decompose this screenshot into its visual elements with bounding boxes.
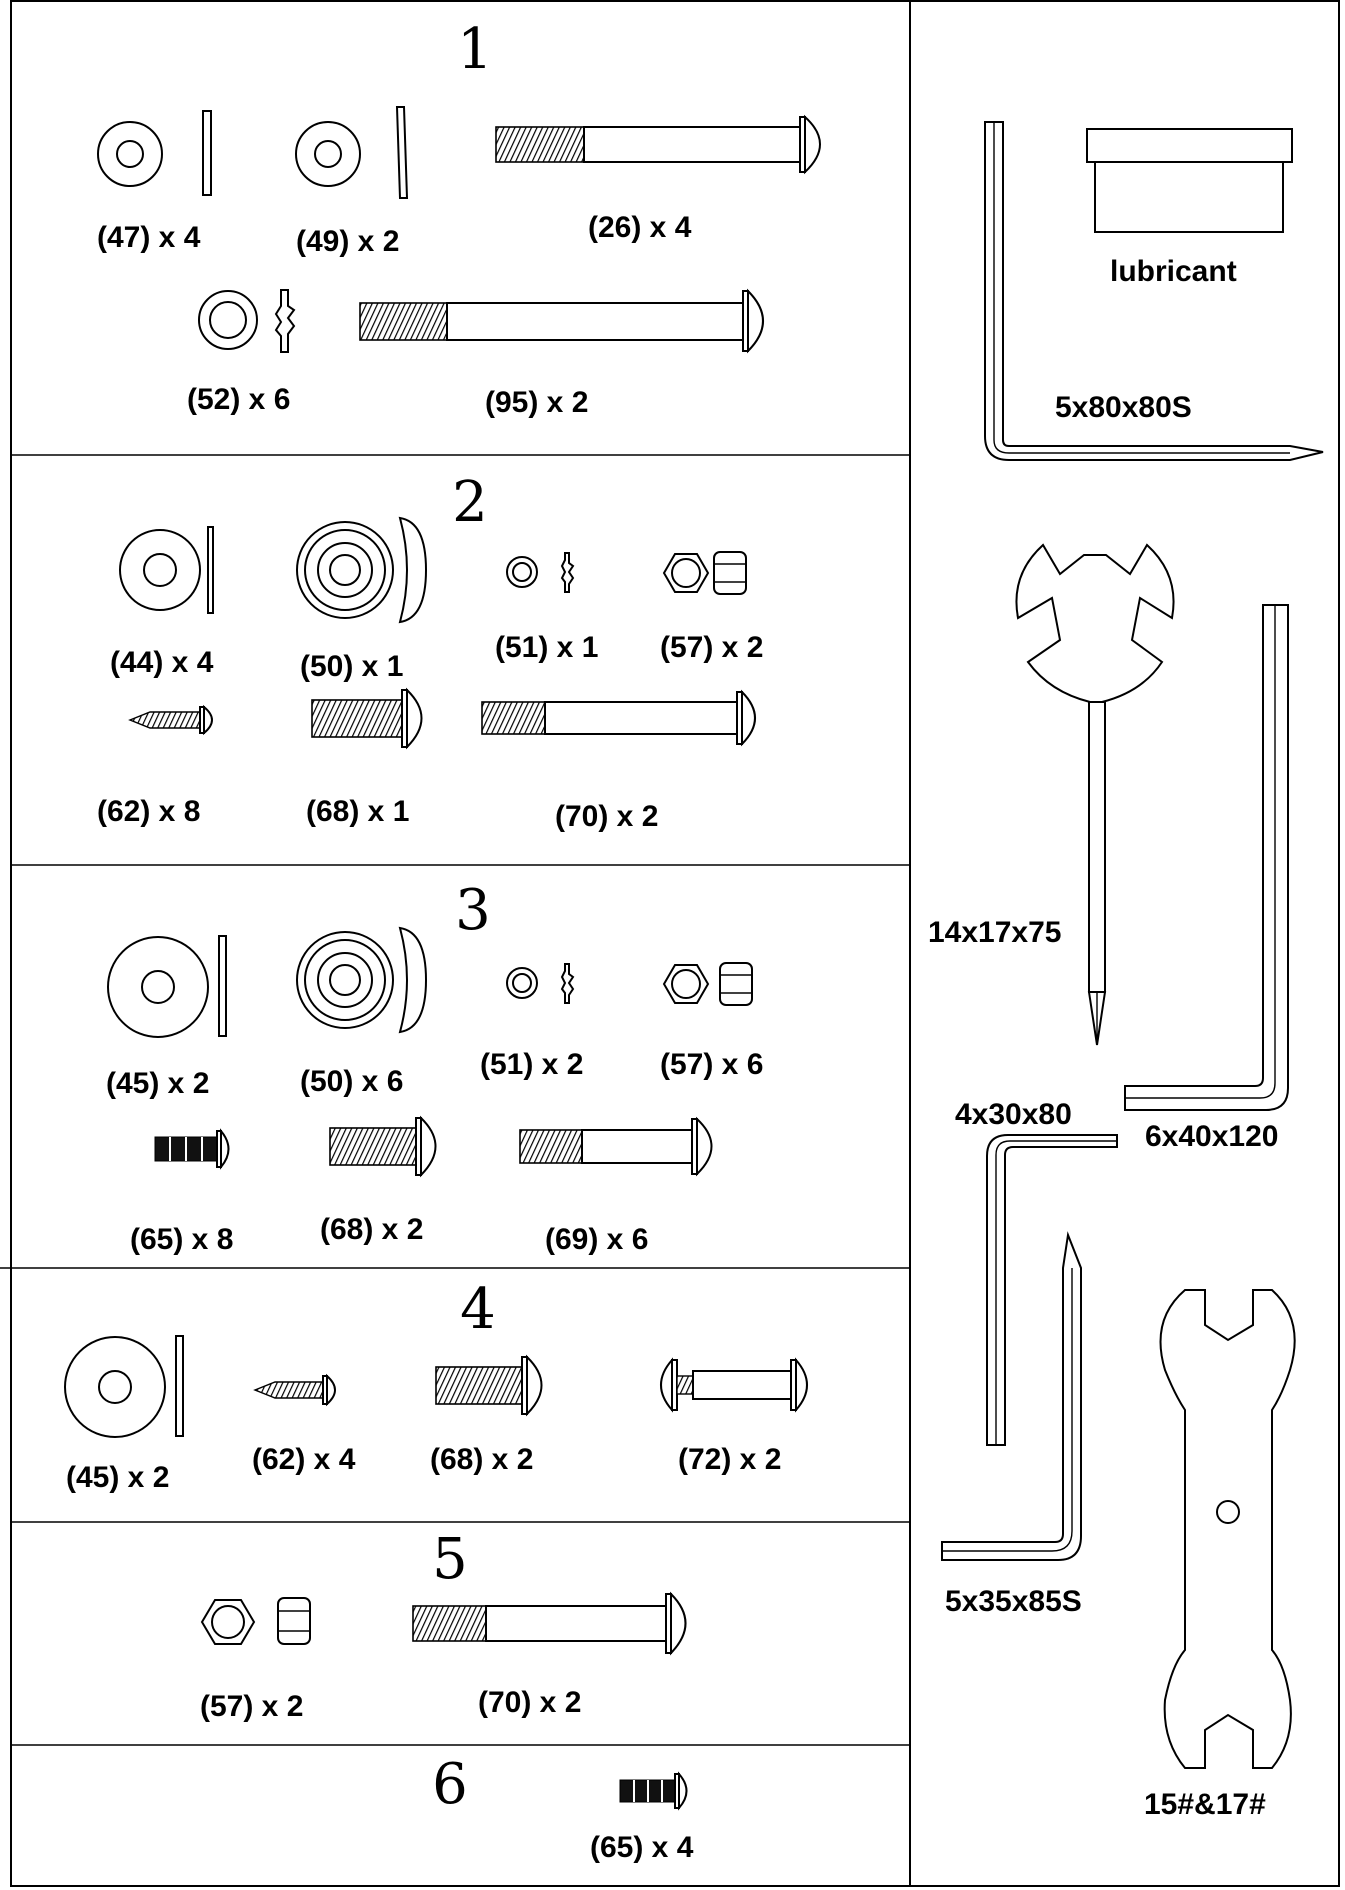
section-number-1: 1 <box>457 17 493 82</box>
part-label-45: (45) x 2 <box>66 1461 170 1494</box>
part-label-57: (57) x 2 <box>200 1690 304 1723</box>
part-label-95: (95) x 2 <box>485 386 589 419</box>
section-number-3: 3 <box>455 878 491 943</box>
part-label-51: (51) x 1 <box>495 631 599 664</box>
bolt-65 <box>620 1774 687 1808</box>
bolt-65 <box>155 1131 229 1167</box>
tool-label-4x30x80: 4x30x80 <box>955 1098 1072 1131</box>
screw-62 <box>255 1376 335 1404</box>
part-label-45: (45) x 2 <box>106 1067 210 1100</box>
part-label-44: (44) x 4 <box>110 646 214 679</box>
bolt-70 <box>413 1594 686 1653</box>
screw-62 <box>130 707 212 733</box>
part-label-62: (62) x 8 <box>97 795 201 828</box>
tool-label-lubricant: lubricant <box>1110 255 1237 288</box>
washer-47 <box>98 111 211 195</box>
section-number-5: 5 <box>432 1527 468 1592</box>
part-label-52: (52) x 6 <box>187 383 291 416</box>
nut-57 <box>202 1598 310 1644</box>
section-number-4: 4 <box>460 1277 496 1342</box>
part-label-65: (65) x 8 <box>130 1223 234 1256</box>
tool-label-15-17: 15#&17# <box>1144 1788 1266 1821</box>
spring-washer-51 <box>507 553 573 592</box>
part-label-68: (68) x 2 <box>320 1213 424 1246</box>
tool-label-6x40x120: 6x40x120 <box>1145 1120 1279 1153</box>
washer-45 <box>65 1336 183 1437</box>
part-label-70: (70) x 2 <box>478 1686 582 1719</box>
part-label-51: (51) x 2 <box>480 1048 584 1081</box>
washer-44 <box>120 527 213 613</box>
bolt-68 <box>330 1118 436 1175</box>
part-label-69: (69) x 6 <box>545 1223 649 1256</box>
part-label-50: (50) x 6 <box>300 1065 404 1098</box>
bolt-69 <box>520 1119 712 1174</box>
washer-49 <box>296 107 407 198</box>
part-label-62: (62) x 4 <box>252 1443 356 1476</box>
bolt-68 <box>312 690 422 747</box>
open-wrench-icon <box>1161 1290 1295 1768</box>
nut-57 <box>664 552 746 594</box>
part-label-68: (68) x 1 <box>306 795 410 828</box>
tool-label-5x80x80s: 5x80x80S <box>1055 391 1192 424</box>
tool-label-5x35x85s: 5x35x85S <box>945 1585 1082 1618</box>
washer-45 <box>108 936 226 1037</box>
part-label-26: (26) x 4 <box>588 211 692 244</box>
part-label-57: (57) x 6 <box>660 1048 764 1081</box>
part-label-68: (68) x 2 <box>430 1443 534 1476</box>
lubricant-icon <box>1087 129 1292 232</box>
hex-key-4x30x80-icon <box>987 1135 1117 1445</box>
part-label-50: (50) x 1 <box>300 650 404 683</box>
part-label-49: (49) x 2 <box>296 225 400 258</box>
spring-washer-51 <box>507 964 573 1003</box>
bolt-68 <box>436 1357 542 1414</box>
nut-57 <box>664 963 752 1005</box>
part-label-72: (72) x 2 <box>678 1443 782 1476</box>
part-label-65: (65) x 4 <box>590 1831 694 1864</box>
hex-key-5x35x85s-icon <box>942 1235 1081 1560</box>
tool-label-14x17x75: 14x17x75 <box>928 916 1062 949</box>
shoulder-bolt-72 <box>661 1360 807 1410</box>
cup-washer-50 <box>297 928 426 1032</box>
bolt-95 <box>360 291 763 351</box>
screwdriver-wrench-icon <box>1016 545 1173 1045</box>
bolt-26 <box>496 117 820 172</box>
hex-key-6x40x120-icon <box>1125 605 1288 1110</box>
part-label-57: (57) x 2 <box>660 631 764 664</box>
section-number-6: 6 <box>432 1752 468 1817</box>
cup-washer-50 <box>297 518 426 622</box>
part-label-47: (47) x 4 <box>97 221 201 254</box>
lock-washer-52 <box>199 290 294 352</box>
bolt-70 <box>482 692 755 744</box>
part-label-70: (70) x 2 <box>555 800 659 833</box>
section-number-2: 2 <box>452 470 488 535</box>
